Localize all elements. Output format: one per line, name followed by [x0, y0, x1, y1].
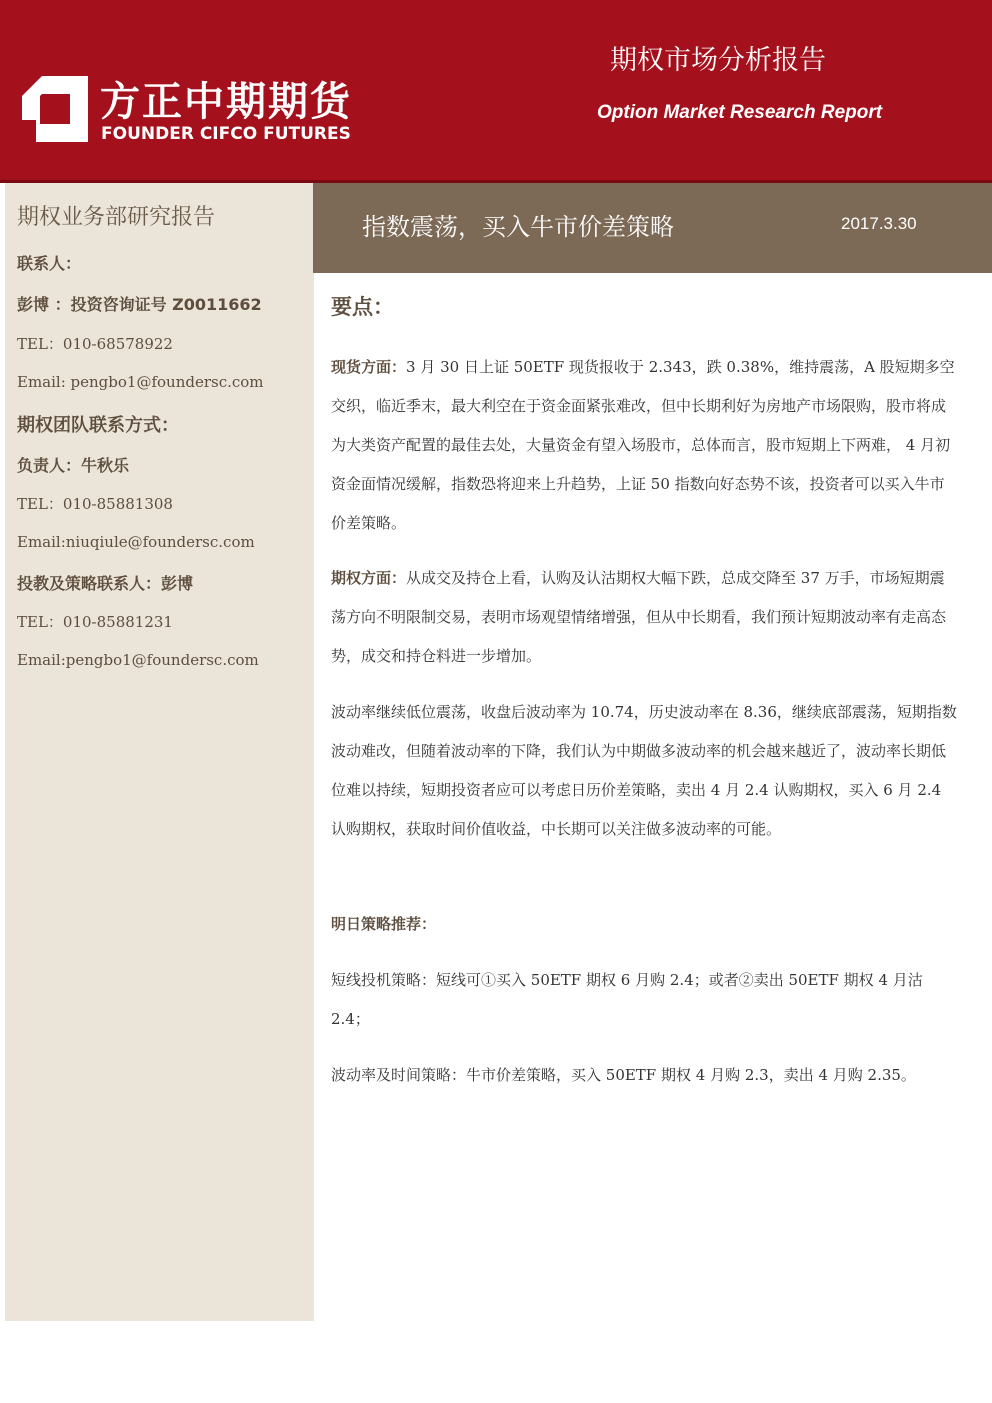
key-points-heading: 要点： [331, 295, 394, 319]
report-header-banner [0, 0, 992, 183]
contact-heading: 联系人： [17, 254, 82, 273]
strategy-contact: 投教及策略联系人：彭博 [17, 574, 194, 593]
short-strategy: 短线投机策略：短线可①买入 50ETF 期权 6 月购 2.4；或者②卖出 50ETF 期权 4 月沽 2.4； [331, 971, 923, 1028]
report-type-cn: 期权市场分析报告 [610, 45, 826, 76]
report-title: 指数震荡，买入牛市价差策略 [362, 213, 674, 241]
spot-text: 3 月 30 日上证 50ETF 现货报收于 2.343，跌 0.38%，维持震荡，A 股短期多空交织，临近季末，最大利空在于资金面紧张难改，但中长期利好为房地产市场限购，股市将成为大类资产配置的最佳去处，大量资金有望入场股市，总体而言，股市短期上下两难， 4 月初资金面情况缓解，指数恐将迎来上升趋势，上证 50 指数向好态势不该，投资者可以买入牛市价差策略。 [331, 358, 955, 532]
strategy-email[interactable]: Email:pengbo1@foundersc.com [17, 651, 259, 669]
team-heading: 期权团队联系方式： [17, 415, 179, 436]
analyst-line: 彭博 ：投资咨询证号 Z0011662 [17, 295, 262, 314]
team-email[interactable]: Email:niuqiule@foundersc.com [17, 533, 255, 551]
team-lead: 负责人：牛秋乐 [17, 456, 130, 475]
tomorrow-heading: 明日策略推荐： [331, 915, 437, 933]
brand-name-en: FOUNDER CIFCO FUTURES [101, 124, 351, 144]
option-text: 从成交及持仓上看，认购及认沽期权大幅下跌，总成交降至 37 万手，市场短期震荡方向不明限制交易，表明市场观望情绪增强，但从中长期看，我们预计短期波动率有走高态势，成交和持仓料进一步增加。 [331, 569, 947, 665]
spot-paragraph [331, 348, 959, 543]
option-lead: 期权方面： [331, 569, 407, 587]
option-paragraph [331, 559, 959, 676]
volatility-paragraph: 波动率继续低位震荡，收盘后波动率为 10.74，历史波动率在 8.36，继续底部震荡，短期指数波动难改，但随着波动率的下降，我们认为中期做多波动率的机会越来越近了，波动率长期低位难以持续，短期投资者应可以考虑日历价差策略，卖出 4 月 2.4 认购期权，买入 6 月 2.4 认购期权，获取时间价值收益，中长期可以关注做多波动率的可能。 [331, 703, 957, 838]
volatility-strategy: 波动率及时间策略：牛市价差策略，买入 50ETF 期权 4 月购 2.3，卖出 4 月购 2.35。 [331, 1066, 916, 1084]
analyst-tel: TEL：010-68578922 [17, 335, 173, 353]
team-tel: TEL：010-85881308 [17, 495, 173, 513]
analyst-email[interactable]: Email: pengbo1@foundersc.com [17, 373, 264, 391]
sidebar-title: 期权业务部研究报告 [17, 205, 216, 230]
report-date: 2017.3.30 [841, 214, 917, 233]
spot-lead: 现货方面： [331, 358, 407, 376]
report-type-en: Option Market Research Report [597, 102, 883, 123]
founder-logo-icon [22, 76, 88, 142]
brand-name-cn: 方正中期期货 [100, 79, 352, 125]
strategy-tel: TEL：010-85881231 [17, 613, 173, 631]
